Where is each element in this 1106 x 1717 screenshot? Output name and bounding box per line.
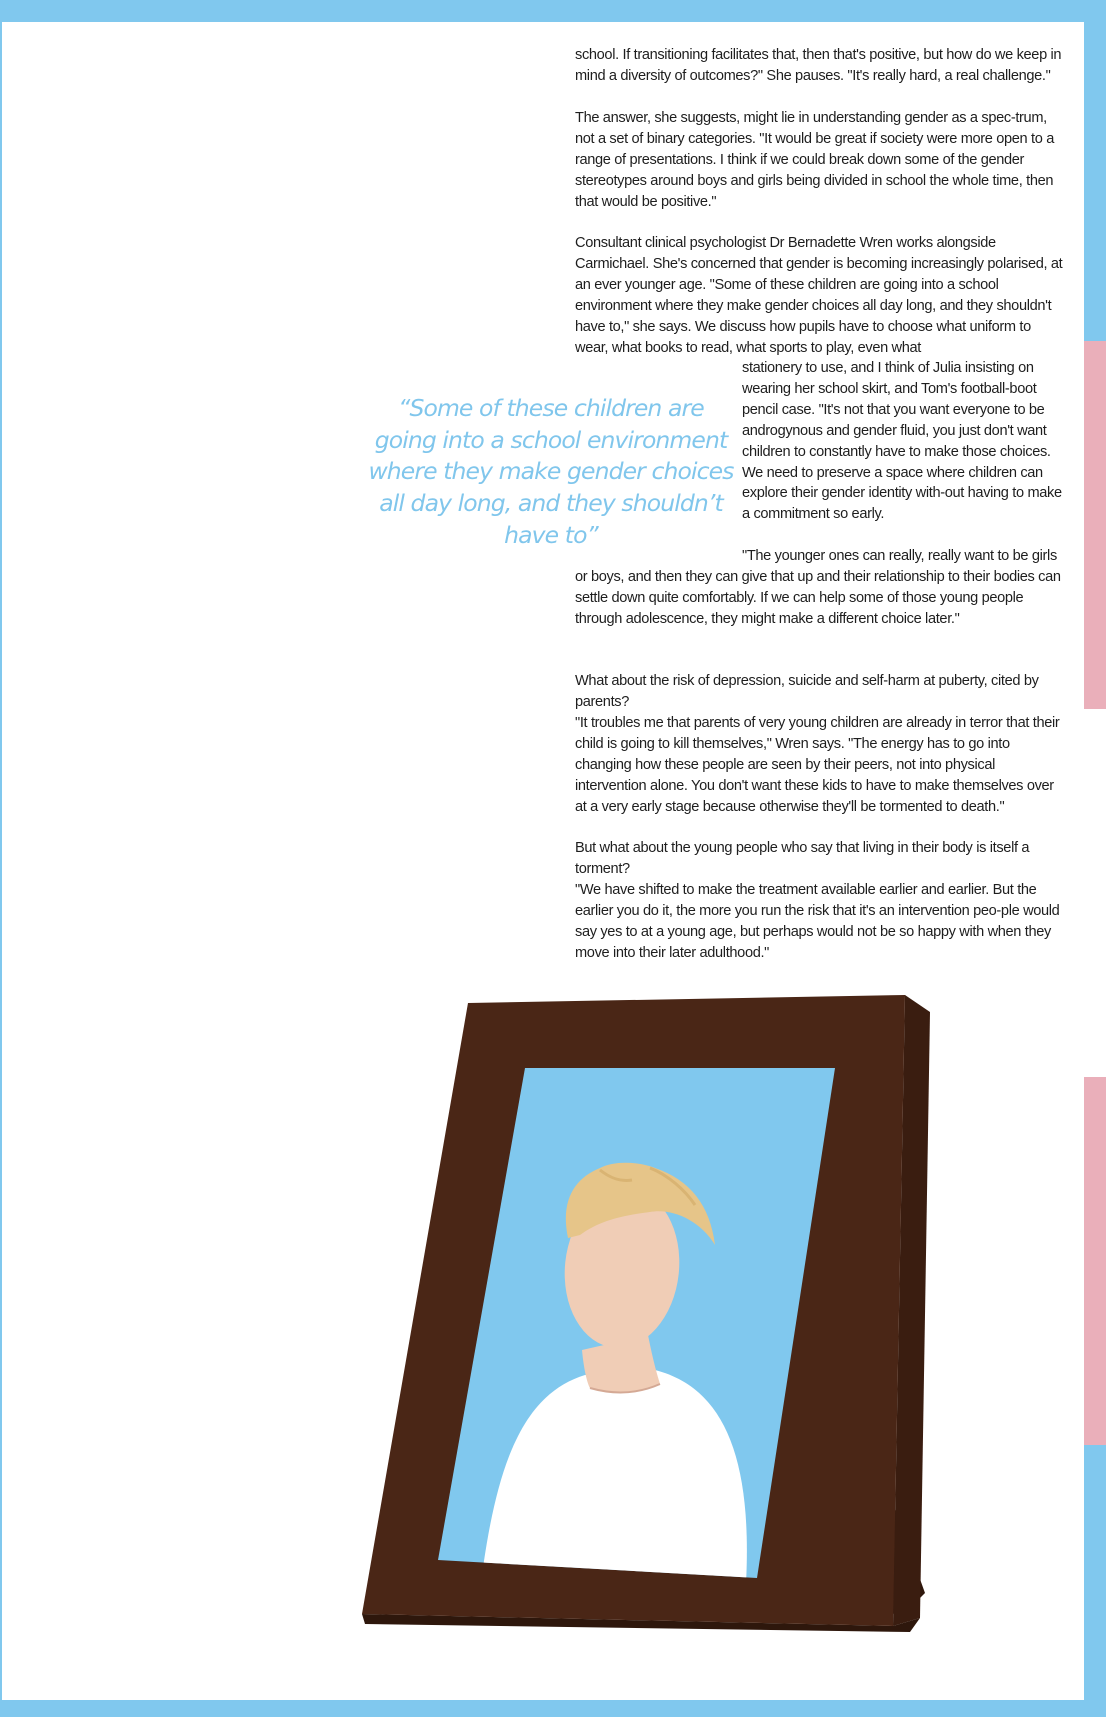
- body-paragraph-7: "It troubles me that parents of very young children are already in terror that their child is going to kill themselves," Wren says. "The energy has to go into changing how these people are seen by their peers, not into physical intervention alone. You don't want these kids to have to make themselves over at a very early stage because otherwise they'll be tormented to death.": [575, 715, 1060, 815]
- body-paragraph-2: The answer, she suggests, might lie in understanding gender as a spec-trum, not a set of binary categories. "It would be great if society were more open to a range of presentations. I think if we could break down some of the gender stereotypes around boys and girls being divided in school the whole time, then that would be positive.": [575, 110, 1054, 210]
- right-stripe-pink-upper: [1084, 341, 1106, 709]
- top-border-stripe: [0, 0, 1106, 22]
- body-paragraph-6: What about the risk of depression, suicide and self-harm at puberty, cited by parents?: [575, 673, 1039, 710]
- body-paragraph-9: "We have shifted to make the treatment available earlier and earlier. But the earlier you do it, the more you run the risk that it's an intervention peo-ple would say yes to at a young age, but perhaps would not be so happy with when they move into their later adulthood.": [575, 882, 1060, 961]
- body-paragraph-4: stationery to use, and I think of Julia insisting on wearing her school skirt, and Tom's football-boot pencil case. "It's not that you want everyone to be androgynous and gender fluid, you just don't want children to constantly have to make those choices. We need to preserve a space where children can explore their gender identity with-out having to make a commitment so early.: [742, 360, 1062, 523]
- right-stripe-white: [1084, 709, 1106, 1077]
- body-paragraph-5: "The younger ones can really, really want to be girls or boys, and then they can give that up and their relationship to their bodies can settle down quite comfortably. If we can help some of those young people through adolescence, they might make a different choice later.": [575, 548, 1061, 627]
- right-stripe-blue-top: [1084, 0, 1106, 341]
- body-paragraph-3: Consultant clinical psychologist Dr Bernadette Wren works alongside Carmichael. She's concerned that gender is becoming increasingly polarised, at an ever younger age. "Some of these children are going into a school environment where they make gender choices all day long, and they shouldn't have to," she says. We discuss how pupils have to choose what uniform to wear, what books to read, what sports to play, even what: [575, 235, 1063, 356]
- body-paragraph-8: But what about the young people who say that living in their body is itself a torment?: [575, 840, 1030, 877]
- picture-frame-icon: [0, 980, 1000, 1670]
- pull-quote: “Some of these children are going into a school environment where they make gender choices all day long, and they shouldn’t have to”: [368, 394, 734, 549]
- right-stripe-pink-lower: [1084, 1077, 1106, 1445]
- bottom-border-stripe: [0, 1700, 1106, 1717]
- body-paragraph-1: school. If transitioning facilitates that, then that's positive, but how do we keep in mind a diversity of outcomes?" She pauses. "It's really hard, a real challenge.": [575, 47, 1062, 84]
- right-stripe-blue-bottom: [1084, 1445, 1106, 1717]
